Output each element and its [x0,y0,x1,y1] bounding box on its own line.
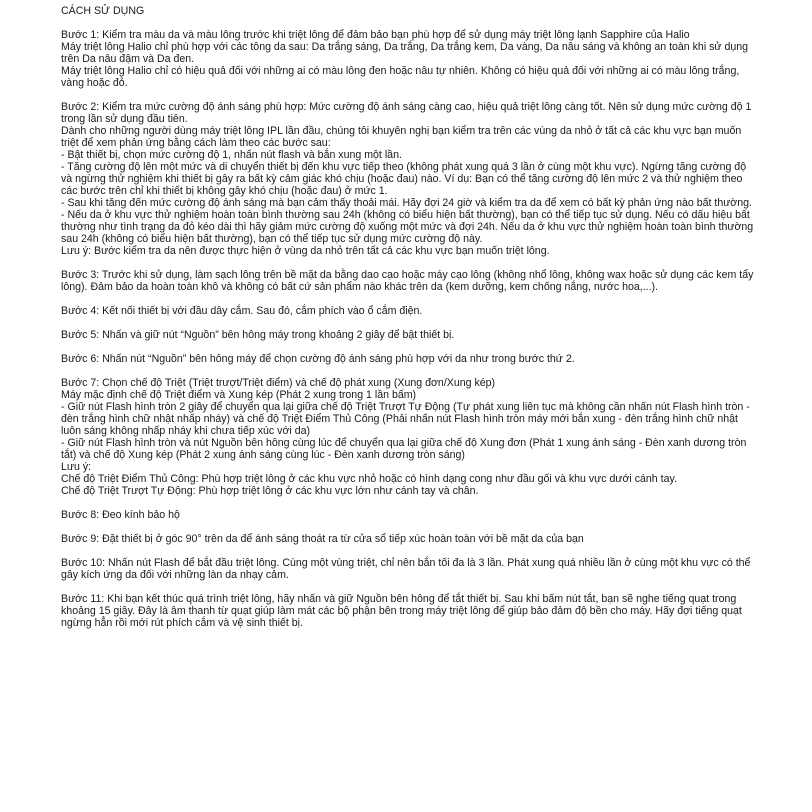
step-paragraph: Lưu ý: [61,461,92,473]
step-heading: Bước 9: Đặt thiết bị ở góc 90° trên da để ánh sáng thoát ra từ cửa sổ tiếp xúc hoàn toàn với bề mặt da của bạn [61,533,584,545]
steps-list [61,29,757,629]
step-heading: Bước 6: Nhấn nút “Nguồn” bên hông máy để chọn cường độ ánh sáng phù hợp với da như trong bước thứ 2. [61,353,575,365]
step-paragraph: Chế độ Triệt Trượt Tự Động: Phù hợp triệt lông ở các khu vực lớn như cánh tay và chân. [61,485,479,497]
step-4 [61,305,757,317]
step-paragraph: Máy triệt lông Halio chỉ có hiệu quả đối với những ai có màu lông đen hoặc nâu tự nhiên. Không có hiệu quả đối với những ai có màu lông trắng, vàng hoặc đỏ. [61,65,740,89]
step-heading: Bước 5: Nhấn và giữ nút “Nguồn” bên hông máy trong khoảng 2 giây để bật thiết bị. [61,329,455,341]
step-3 [61,269,757,293]
step-heading: Bước 1: Kiểm tra màu da và màu lông trước khi triệt lông để đảm bảo bạn phù hợp để sử dụng máy triệt lông lạnh Sapphire của Halio [61,29,690,41]
step-1 [61,29,757,89]
step-11 [61,593,757,629]
step-heading: Bước 3: Trước khi sử dụng, làm sạch lông trên bề mặt da bằng dao cạo hoặc máy cạo lông (không nhổ lông, không wax hoặc sử dụng các kem tẩy lông). Đảm bảo da hoàn toàn khô và không có bất cứ sản phẩm nào khác trên da (kem dưỡng, kem chống nắng, nước hoa,...). [61,269,754,293]
step-heading: Bước 8: Đeo kính bảo hộ [61,509,180,521]
step-paragraph: Máy mặc định chế độ Triệt điểm và Xung kép (Phát 2 xung trong 1 lần bấm) [61,389,417,401]
step-2 [61,101,757,257]
step-paragraph: Dành cho những người dùng máy triệt lông IPL lần đầu, chúng tôi khuyên nghị bạn kiểm tra trên các vùng da nhỏ ở tất cả các khu vực bạn muốn triệt để xem phản ứng bằng cách làm theo các bước sau: [61,125,742,149]
step-heading: Bước 11: Khi bạn kết thúc quá trình triệt lông, hãy nhấn và giữ Nguồn bên hông để tắt thiết bị. Sau khi bấm nút tắt, bạn sẽ nghe tiếng quạt trong khoảng 15 giây. Đây là âm thanh từ quạt giúp làm mát các bộ phận bên trong máy triệt lông để giúp bảo đảm độ bền cho máy. Hãy đợi tiếng quạt ngừng hẳn rồi mới rút phích cắm và vệ sinh thiết bị. [61,593,742,629]
step-paragraph: - Nếu da ở khu vực thử nghiệm hoàn toàn bình thường sau 24h (không có biểu hiện bất thường), bạn có thể tiếp tục sử dụng. Nếu có dấu hiệu bất thường như tình trạng da đỏ kéo dài thì hãy giảm mức cường độ xuống một mức và đợi 24h. Nếu da ở khu vực thử nghiệm hoàn toàn bình thường sau 24h (không có biểu hiện bất thường), bạn có thể tiếp tục sử dụng mức cường độ này. [61,209,754,245]
step-paragraph: Lưu ý: Bước kiểm tra da nên được thực hiện ở vùng da nhỏ trên tất cả các khu vực bạn muốn triệt lông. [61,245,550,257]
step-paragraph: - Giữ nút Flash hình tròn và nút Nguồn bên hông cùng lúc để chuyển qua lại giữa chế độ Xung đơn (Phát 1 xung ánh sáng - Đèn xanh dương tròn tắt) và chế độ Xung kép (Phát 2 xung ánh sáng cùng lúc - Đèn xanh dương tròn sáng) [61,437,747,461]
step-heading: Bước 10: Nhấn nút Flash để bắt đầu triệt lông. Cùng một vùng triệt, chỉ nên bắn tối đa là 3 lần. Phát xung quá nhiều lần ở cùng một khu vực có thể gây kích ứng da đối với những làn da nhạy cảm. [61,557,751,581]
step-paragraph: - Sau khi tăng đến mức cường độ ánh sáng mà bạn cảm thấy thoải mái. Hãy đợi 24 giờ và kiểm tra da để xem có bất kỳ phản ứng nào bất thường. [61,197,752,209]
step-5 [61,329,757,341]
step-8 [61,509,757,521]
step-6 [61,353,757,365]
document-title: CÁCH SỬ DỤNG [61,5,145,17]
step-heading: Bước 4: Kết nối thiết bị với đầu dây cắm. Sau đó, cắm phích vào ổ cắm điện. [61,305,423,317]
step-paragraph: Chế độ Triệt Điểm Thủ Công: Phù hợp triệt lông ở các khu vực nhỏ hoặc có hình dạng cong như đầu gối và khu vực dưới cánh tay. [61,473,677,485]
step-heading: Bước 2: Kiểm tra mức cường độ ánh sáng phù hợp: Mức cường độ ánh sáng càng cao, hiệu quả triệt lông càng tốt. Nên sử dụng mức cường độ 1 trong lần sử dụng đầu tiên. [61,101,752,125]
step-heading: Bước 7: Chọn chế độ Triệt (Triệt trượt/Triệt điểm) và chế độ phát xung (Xung đơn/Xung kép) [61,377,496,389]
step-paragraph: - Bật thiết bị, chọn mức cường độ 1, nhấn nút flash và bắn xung một lần. [61,149,402,161]
step-paragraph: - Tăng cường độ lên một mức và di chuyển thiết bị đến khu vực tiếp theo (không phát xung quá 3 lần ở cùng một khu vực). Ngừng tăng cường độ và ngừng thử nghiệm khi thiết bị gây ra bất kỳ cảm giác khó chịu (hoặc đau) nào. Ví dụ: Bạn có thể tăng cường độ lên mức 2 và thử nghiệm theo các bước trên chỉ khi thiết bị không gây khó chịu (hoặc đau) ở mức 1. [61,161,747,197]
instructions-document [61,5,757,641]
step-9 [61,533,757,545]
step-7 [61,377,757,497]
step-10 [61,557,757,581]
step-paragraph: Máy triệt lông Halio chỉ phù hợp với các tông da sau: Da trắng sáng, Da trắng, Da trắng kem, Da vàng, Da nâu sáng và không an toàn khi sử dụng trên Da nâu đậm và Da đen. [61,41,749,65]
step-paragraph: - Giữ nút Flash hình tròn 2 giây để chuyển qua lại giữa chế độ Triệt Trượt Tự Động (Tự phát xung liên tục mà không cần nhấn nút Flash hình tròn - đèn trắng hình chữ nhật nhấp nháy) và chế độ Triệt Điểm Thủ Công (Phải nhấn nút Flash hình tròn máy mới bắn xung - đèn trắng hình chữ nhật luôn sáng không nhấp nháy khi chưa tiếp xúc với da) [61,401,750,437]
